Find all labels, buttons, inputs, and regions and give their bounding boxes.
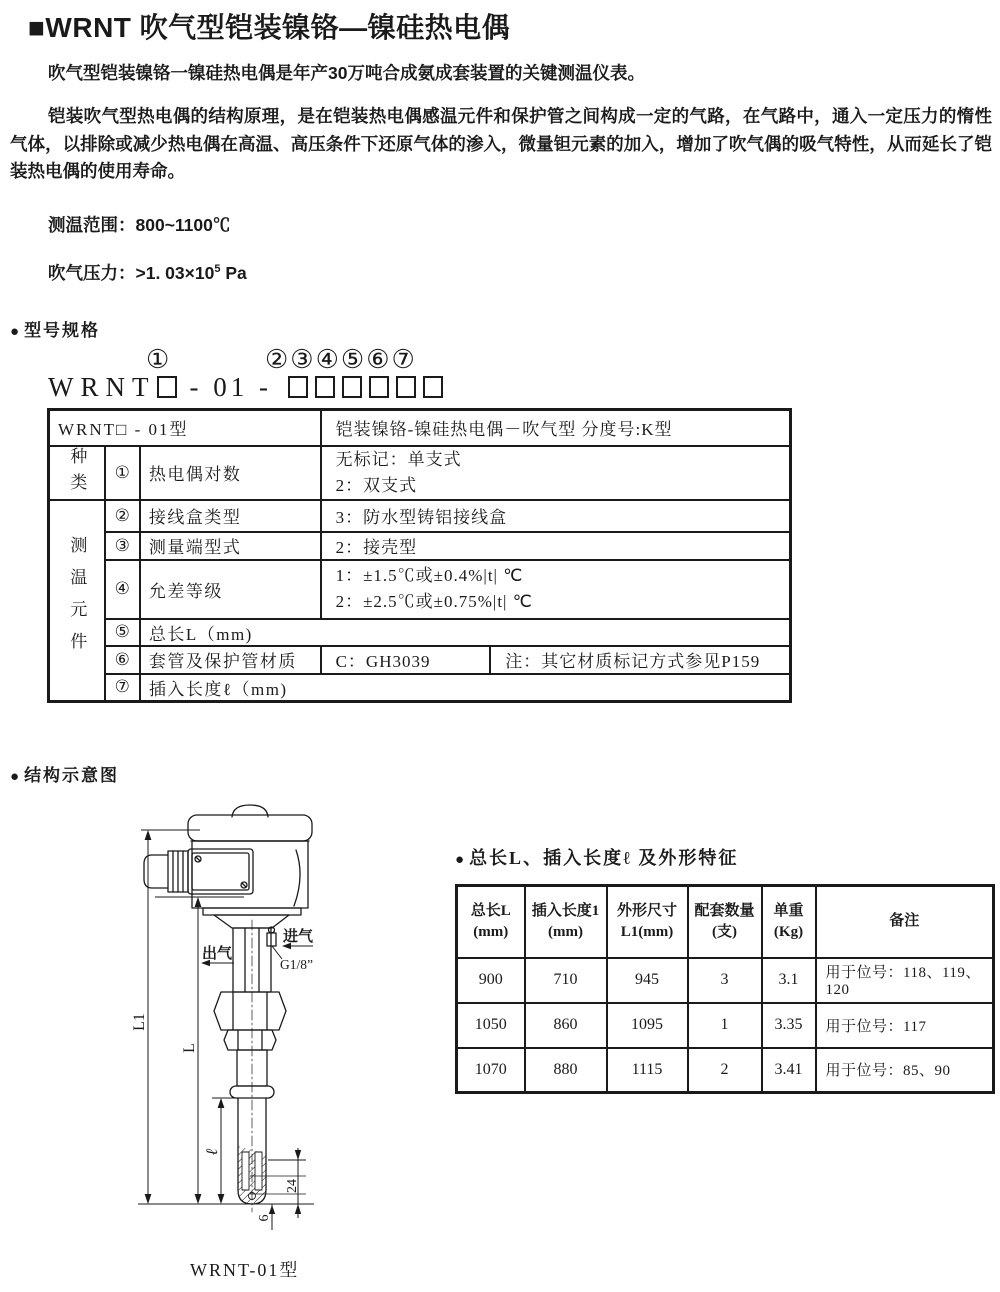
bullet-icon: ● bbox=[10, 324, 22, 340]
head-cap bbox=[188, 815, 312, 841]
spec-row-4-values bbox=[321, 560, 791, 619]
dimension-table-row bbox=[457, 1048, 994, 1093]
dim-cell: 2 bbox=[688, 1048, 762, 1093]
spec-row-5-num: ⑤ bbox=[105, 619, 140, 646]
dim-label-24: 24 bbox=[285, 1179, 300, 1193]
spec-row-3-num: ③ bbox=[105, 532, 140, 560]
code-box-4 bbox=[342, 376, 362, 398]
code-circles-2-7: ②③④⑤⑥⑦ bbox=[265, 345, 417, 374]
section-structure bbox=[10, 761, 119, 786]
diagram-labels bbox=[131, 927, 314, 1222]
dim-cell: 1050 bbox=[457, 1003, 525, 1048]
spec-row-5 bbox=[49, 619, 791, 646]
header-line: 配套数量 bbox=[694, 902, 755, 919]
spec-row-4 bbox=[49, 560, 791, 619]
spec-row-7-label: 插入长度ℓ（mm) bbox=[140, 674, 791, 702]
dim-header-insert-length bbox=[525, 886, 607, 958]
dim-cell: 900 bbox=[457, 958, 525, 1003]
dim-cell: 860 bbox=[525, 1003, 607, 1048]
hex-nut bbox=[214, 992, 286, 1030]
pressure-line bbox=[48, 260, 247, 285]
thermocouple-drawing bbox=[144, 805, 312, 1212]
pressure-text: 吹气压力：>1. 03×10 bbox=[48, 263, 215, 283]
dim-label-l1: L1 bbox=[131, 1013, 148, 1031]
header-line: 插入长度1 bbox=[531, 902, 600, 919]
header-line: 备注 bbox=[889, 913, 920, 930]
section-structure-label: 结构示意图 bbox=[24, 766, 120, 785]
header-line: 单重 bbox=[773, 902, 804, 919]
page-title-text: WRNT 吹气型铠装镍铬—镍硅热电偶 bbox=[45, 12, 511, 43]
dim-header-weight bbox=[762, 886, 816, 958]
dimension-table bbox=[455, 884, 995, 1094]
dim-label-l: L bbox=[181, 1043, 198, 1053]
dim-header-outline-size bbox=[607, 886, 688, 958]
dim-cell-remark: 用于位号：117 bbox=[816, 1003, 994, 1048]
code-box-3 bbox=[315, 376, 335, 398]
spec-group-kind bbox=[49, 446, 105, 500]
structure-diagram bbox=[110, 795, 370, 1275]
dim-cell-remark: 用于位号：118、119、120 bbox=[816, 958, 994, 1003]
code-box-blank bbox=[157, 376, 177, 398]
spec-row-7 bbox=[49, 674, 791, 702]
spec-row-2 bbox=[49, 500, 791, 532]
section-dimensions-label: 总长L、插入长度ℓ 及外形特征 bbox=[469, 848, 739, 868]
spec-row-1-label: 热电偶对数 bbox=[140, 446, 321, 500]
spec-row-6-num: ⑥ bbox=[105, 646, 140, 674]
spec-row-4-label: 允差等级 bbox=[140, 560, 321, 619]
dimension-table-row bbox=[457, 958, 994, 1003]
dim-header-remark bbox=[816, 886, 994, 958]
spec-row-4-value-b: 2：±2.5℃或±0.75%|t| ℃ bbox=[335, 592, 533, 611]
section-model-spec bbox=[10, 316, 100, 341]
dim-cell: 945 bbox=[607, 958, 688, 1003]
header-line: 外形尺寸 bbox=[616, 902, 677, 919]
code-box-5 bbox=[369, 376, 389, 398]
pressure-unit: Pa bbox=[220, 263, 247, 283]
spec-row-2-num: ② bbox=[105, 500, 140, 532]
diagram-caption: WRNT-01型 bbox=[190, 1260, 300, 1280]
dim-cell: 880 bbox=[525, 1048, 607, 1093]
intro-paragraph-1: 吹气型铠装镍铬一镍硅热电偶是年产30万吨合成氨成套装置的关键测温仪表。 bbox=[48, 63, 645, 83]
dim-cell: 3.35 bbox=[762, 1003, 816, 1048]
spec-row-4-value-a: 1：±1.5℃或±0.4%|t| ℃ bbox=[335, 566, 524, 585]
spec-row-7-num: ⑦ bbox=[105, 674, 140, 702]
spec-group-element bbox=[49, 500, 105, 702]
head-body bbox=[192, 841, 308, 908]
spec-row-1-value-a: 无标记：单支式 bbox=[335, 449, 462, 469]
dim-cell: 3.1 bbox=[762, 958, 816, 1003]
inlet-label: 进气 bbox=[283, 929, 314, 945]
dim-cell: 1115 bbox=[607, 1048, 688, 1093]
spec-row-3-label: 测量端型式 bbox=[140, 532, 321, 560]
dim-cell: 3.41 bbox=[762, 1048, 816, 1093]
bullet-icon: ● bbox=[455, 852, 467, 868]
spec-row-6-value-a: C：GH3039 bbox=[321, 646, 491, 674]
spec-table bbox=[47, 408, 792, 703]
spec-header-desc: 铠装镍铬-镍硅热电偶－吹气型 分度号:K型 bbox=[321, 410, 791, 446]
page-title bbox=[28, 6, 510, 46]
hex-nut-small bbox=[224, 1030, 276, 1050]
spec-row-2-value: 3：防水型铸铝接线盒 bbox=[321, 500, 791, 532]
spec-row-1-num: ① bbox=[105, 446, 140, 500]
spec-row-6-label: 套管及保护管材质 bbox=[140, 646, 321, 674]
spec-group-kind-label: 种类 bbox=[67, 446, 87, 499]
title-square-icon: ■ bbox=[28, 12, 46, 43]
header-line: (支) bbox=[712, 923, 737, 940]
dimension-table-header-row bbox=[457, 886, 994, 958]
spec-row-4-num: ④ bbox=[105, 560, 140, 619]
model-code-mid: - 01 - bbox=[189, 372, 272, 402]
section-dimensions bbox=[455, 844, 738, 870]
thread-size-label: G1/8” bbox=[280, 957, 313, 972]
spec-row-2-label: 接线盒类型 bbox=[140, 500, 321, 532]
outlet-label: 出气 bbox=[202, 946, 233, 962]
header-line: (mm) bbox=[548, 923, 583, 940]
code-box-6 bbox=[396, 376, 416, 398]
section-model-spec-label: 型号规格 bbox=[24, 321, 101, 340]
header-line: (mm) bbox=[473, 923, 509, 940]
spec-row-3-value: 2：接壳型 bbox=[321, 532, 791, 560]
spec-row-1-values bbox=[321, 446, 791, 500]
spec-group-element-label: 测温元件 bbox=[67, 536, 87, 664]
code-circle-1: ① bbox=[146, 345, 170, 374]
spec-row-1 bbox=[49, 446, 791, 500]
spec-row-6 bbox=[49, 646, 791, 674]
dim-label-6: 6 bbox=[257, 1214, 272, 1222]
dimension-table-row bbox=[457, 1003, 994, 1048]
pressure-exponent: 5 bbox=[214, 263, 221, 276]
dim-label-insert: ℓ bbox=[204, 1148, 221, 1156]
dim-cell: 710 bbox=[525, 958, 607, 1003]
dim-cell: 1095 bbox=[607, 1003, 688, 1048]
header-line: L1(mm) bbox=[620, 923, 674, 940]
spec-row-5-label: 总长L（mm) bbox=[140, 619, 791, 646]
dim-cell: 3 bbox=[688, 958, 762, 1003]
bullet-icon: ● bbox=[10, 769, 22, 785]
model-code-line bbox=[48, 372, 443, 403]
intro-paragraph-2: 铠装吹气型热电偶的结构原理，是在铠装热电偶感温元件和保护管之间构成一定的气路，在气路中，通入一定压力的惰性气体，以排除或减少热电偶在高温、高压条件下还原气体的渗入，微量钽元素的加入，增加了吹气偶的吸气特性，从而延长了铠装热电偶的使用寿命。 bbox=[10, 106, 992, 181]
temp-range-line: 测温范围：800~1100℃ bbox=[48, 215, 231, 235]
spec-row-3 bbox=[49, 532, 791, 560]
dim-header-total-length bbox=[457, 886, 525, 958]
dim-cell: 1070 bbox=[457, 1048, 525, 1093]
spec-row-6-value-b: 注：其它材质标记方式参见P159 bbox=[490, 646, 790, 674]
spec-table-header-row bbox=[49, 410, 791, 446]
dim-cell: 1 bbox=[688, 1003, 762, 1048]
header-line: 总长L bbox=[470, 902, 511, 919]
dim-cell-remark: 用于位号：85、90 bbox=[816, 1048, 994, 1093]
header-line: (Kg) bbox=[773, 923, 804, 940]
model-code-prefix: WRNT bbox=[48, 372, 156, 402]
dim-header-qty bbox=[688, 886, 762, 958]
spec-row-1-value-b: 2：双支式 bbox=[335, 475, 418, 495]
code-box-7 bbox=[423, 376, 443, 398]
code-box-2 bbox=[288, 376, 308, 398]
spec-header-model: WRNT□ - 01型 bbox=[49, 410, 321, 446]
